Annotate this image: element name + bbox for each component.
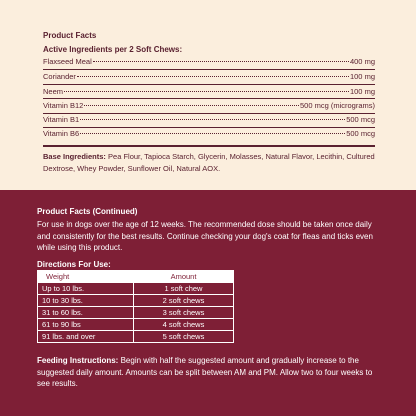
divider	[43, 69, 375, 70]
weight-cell: 10 to 30 lbs.	[38, 295, 134, 307]
active-ingredients-heading: Active Ingredients per 2 Soft Chews:	[43, 45, 183, 54]
ingredient-row	[43, 72, 375, 82]
ingredient-name: Vitamin B6	[43, 129, 80, 138]
ingredient-amount: 400 mg	[349, 57, 375, 66]
dot-leader	[80, 119, 345, 120]
ingredient-row	[43, 101, 375, 111]
amount-cell: 3 soft chews	[134, 307, 234, 319]
ingredient-amount: 500 mcg (micrograms)	[299, 101, 375, 110]
ingredient-amount: 100 mg	[349, 87, 375, 96]
table-row	[38, 307, 234, 319]
ingredient-amount: 500 mcg	[346, 129, 375, 138]
ingredient-name: Neem	[43, 87, 64, 96]
dot-leader	[80, 133, 345, 134]
directions-title: Directions For Use:	[37, 260, 111, 269]
base-ingredients-text: Pea Flour, Tapioca Starch, Glycerin, Molasses, Natural Flavor, Lecithin, Cultured Dextrose, Whey Powder, Sunflower Oil, Natural AOX.	[43, 152, 375, 173]
base-ingredients	[43, 151, 375, 175]
ingredient-name: Vitamin B1	[43, 115, 80, 124]
divider	[43, 127, 375, 128]
amount-cell: 2 soft chews	[134, 295, 234, 307]
column-header-weight: Weight	[38, 271, 134, 283]
table-row	[38, 283, 234, 295]
table-row	[38, 319, 234, 331]
dot-leader	[64, 91, 349, 92]
product-facts-title: Product Facts	[43, 31, 97, 40]
amount-cell: 5 soft chews	[134, 331, 234, 343]
amount-cell: 1 soft chew	[134, 283, 234, 295]
weight-cell: 61 to 90 lbs	[38, 319, 134, 331]
dosage-table	[37, 270, 234, 343]
ingredient-name: Coriander	[43, 72, 76, 81]
feeding-instructions	[37, 355, 382, 390]
table-header-row	[38, 271, 234, 283]
feeding-label: Feeding Instructions:	[37, 356, 119, 365]
ingredient-name: Flaxseed Meal	[43, 57, 92, 66]
product-facts-panel	[0, 0, 416, 190]
table-row	[38, 295, 234, 307]
ingredient-row	[43, 115, 375, 125]
directions-panel	[0, 190, 416, 416]
weight-cell: 31 to 60 lbs.	[38, 307, 134, 319]
ingredient-name: Vitamin B12	[43, 101, 84, 110]
dot-leader	[84, 105, 299, 106]
ingredient-row	[43, 57, 375, 67]
column-header-amount: Amount	[134, 271, 234, 283]
base-ingredients-label: Base Ingredients:	[43, 152, 106, 161]
divider	[43, 113, 375, 114]
ingredient-row	[43, 87, 375, 97]
continued-text: For use in dogs over the age of 12 weeks. The recommended dose should be taken once daily and consistently for the best results. Continue checking your dog's coat for fleas and ticks even while using this product.	[37, 220, 373, 252]
divider	[43, 84, 375, 85]
table-row	[38, 331, 234, 343]
weight-cell: Up to 10 lbs.	[38, 283, 134, 295]
feeding-text: Begin with half the suggested amount and gradually increase to the suggested daily amount. Amounts can be split between AM and PM. Allow two to four weeks to see results.	[37, 356, 373, 388]
ingredient-amount: 500 mcg	[346, 115, 375, 124]
dot-leader	[93, 61, 349, 62]
dot-leader	[77, 76, 349, 77]
divider	[43, 98, 375, 99]
ingredient-row	[43, 129, 375, 139]
ingredient-amount: 100 mg	[349, 72, 375, 81]
weight-cell: 91 lbs. and over	[38, 331, 134, 343]
amount-cell: 4 soft chews	[134, 319, 234, 331]
section-divider	[43, 145, 375, 147]
continued-title: Product Facts (Continued)	[37, 207, 138, 216]
